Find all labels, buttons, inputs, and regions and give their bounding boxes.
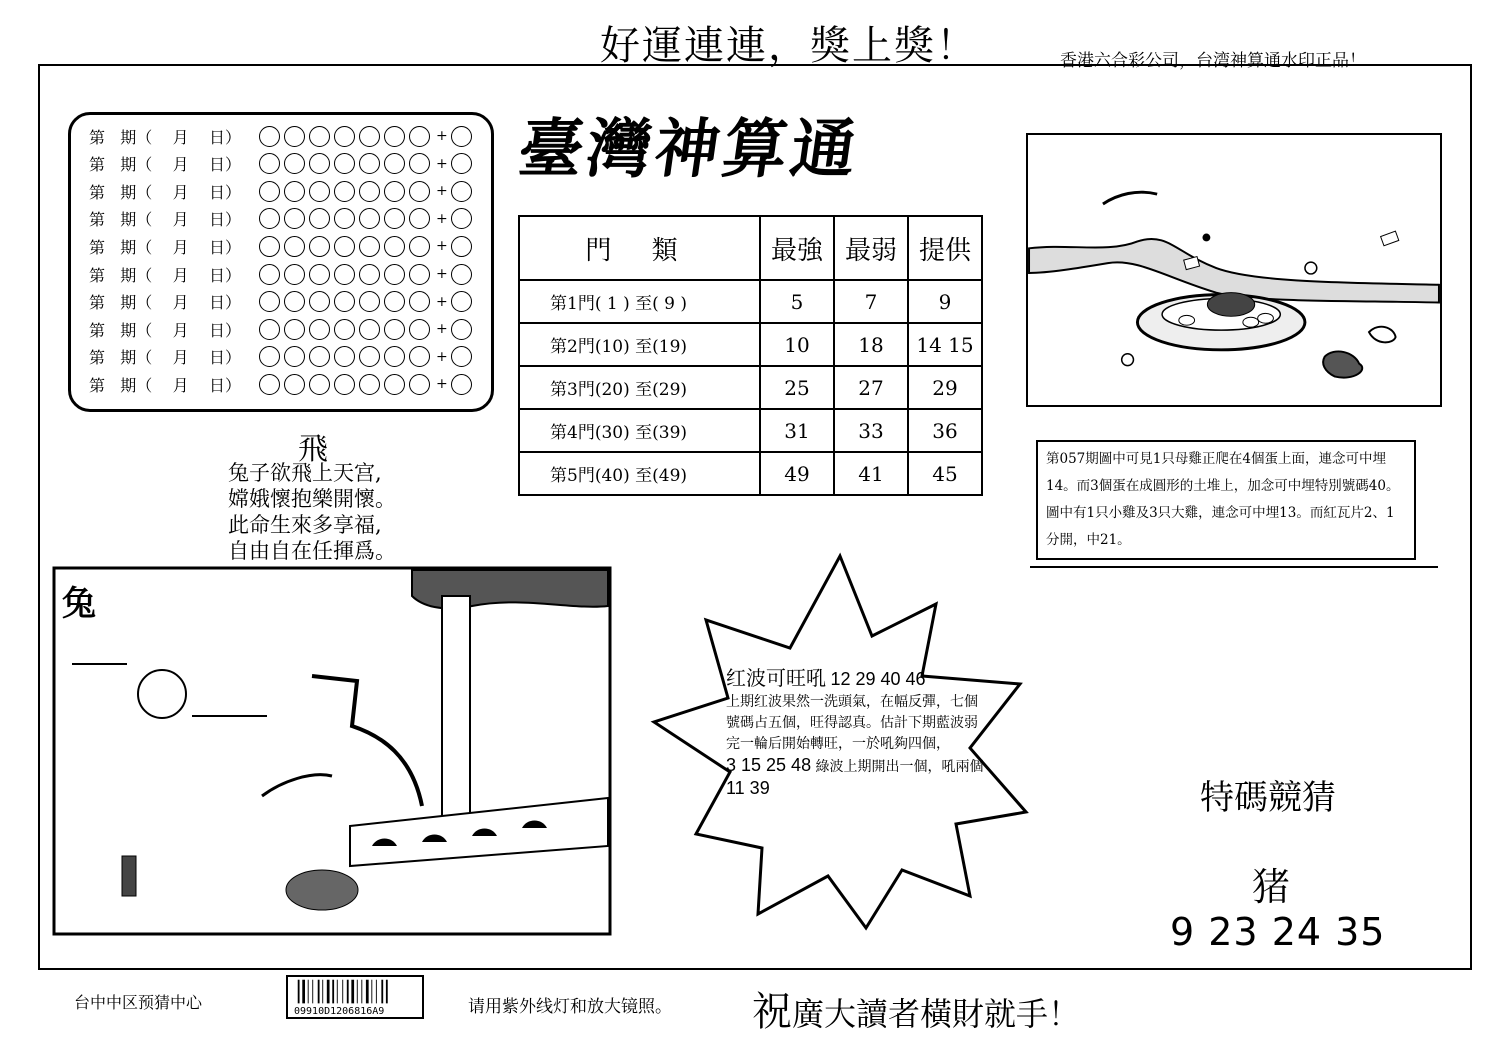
cell-range: 第4門(30) 至(39)	[519, 409, 760, 452]
number-ball	[384, 208, 405, 229]
special-ball	[451, 346, 472, 367]
number-ball	[384, 236, 405, 257]
chick-shape	[1305, 262, 1317, 274]
special-ball	[451, 126, 472, 147]
cell-strongest: 5	[760, 280, 834, 323]
record-row-label: 第 期（ 月 日）	[89, 237, 241, 257]
special-ball	[451, 153, 472, 174]
special-ball	[451, 374, 472, 395]
barcode-bar	[318, 980, 320, 1004]
special-guess-numbers: 9 23 24 35	[1170, 910, 1386, 954]
plus-sign: +	[436, 210, 448, 227]
cell-range: 第3門(20) 至(29)	[519, 366, 760, 409]
puzzle-illustration	[1026, 133, 1442, 407]
number-ball	[259, 319, 280, 340]
barcode-bar	[332, 980, 334, 1004]
barcode-bar	[386, 980, 388, 1004]
number-ball	[284, 181, 305, 202]
record-row	[89, 261, 476, 287]
record-row	[89, 206, 476, 232]
number-ball	[259, 291, 280, 312]
number-ball	[284, 208, 305, 229]
barcode-bar	[381, 980, 383, 1004]
number-ball	[359, 153, 380, 174]
record-row	[89, 123, 476, 149]
table-row	[519, 323, 982, 366]
number-ball	[284, 264, 305, 285]
number-ball	[309, 126, 330, 147]
barcode-bar	[302, 980, 305, 1004]
barcode-bar	[308, 980, 309, 1004]
number-ball	[384, 126, 405, 147]
burst-body: 上期红波果然一洗頭氣，在幅反彈，七個號碼占五個，旺得認真。估計下期藍波弱完一輪后開始轉旺，一於吼夠四個，	[726, 694, 978, 752]
number-ball	[309, 319, 330, 340]
barcode-bar	[347, 980, 349, 1004]
special-guess-animal: 猪	[1252, 865, 1291, 909]
table-row	[519, 280, 982, 323]
burst-green-numbers: 3 15 25 48	[726, 755, 812, 775]
number-ball	[284, 236, 305, 257]
number-ball	[384, 181, 405, 202]
poem-line: 兔子欲飛上天宫,	[228, 461, 382, 485]
number-ball	[334, 291, 355, 312]
number-ball	[409, 236, 430, 257]
cell-range: 第2門(10) 至(19)	[519, 323, 760, 366]
number-ball	[359, 374, 380, 395]
egg-shape	[1179, 315, 1195, 325]
cell-provide: 29	[908, 366, 982, 409]
record-row	[89, 151, 476, 177]
cell-provide: 9	[908, 280, 982, 323]
number-ball	[334, 346, 355, 367]
barcode-bar	[337, 980, 338, 1004]
special-ball	[451, 208, 472, 229]
cell-range: 第5門(40) 至(49)	[519, 452, 760, 495]
number-ball	[384, 264, 405, 285]
barcode-bars	[298, 980, 388, 1004]
number-ball	[259, 153, 280, 174]
number-ball	[384, 374, 405, 395]
number-ball	[334, 181, 355, 202]
poem-line: 嫦娥懷抱樂開懷。	[228, 487, 396, 511]
number-ball	[334, 264, 355, 285]
number-ball	[309, 346, 330, 367]
record-row	[89, 289, 476, 315]
number-ball	[334, 153, 355, 174]
rabbit-illustration	[52, 566, 612, 936]
number-ball	[309, 153, 330, 174]
plus-sign: +	[436, 376, 448, 393]
number-ball	[409, 208, 430, 229]
poem-title: 飛	[298, 432, 328, 467]
slogan: 好運連連，獎上獎！	[600, 23, 978, 69]
plus-sign: +	[436, 238, 448, 255]
number-ball	[284, 126, 305, 147]
special-ball	[451, 319, 472, 340]
door-table	[518, 215, 983, 496]
footer-center: 台中中区预猜中心	[74, 993, 203, 1012]
number-ball	[359, 291, 380, 312]
divider-line	[1030, 566, 1438, 568]
plus-sign: +	[436, 321, 448, 338]
barcode-bar	[351, 980, 354, 1004]
number-ball	[384, 153, 405, 174]
cell-strongest: 10	[760, 323, 834, 366]
number-ball	[309, 181, 330, 202]
number-ball	[334, 126, 355, 147]
number-ball	[284, 346, 305, 367]
cell-weakest: 18	[834, 323, 908, 366]
record-row	[89, 344, 476, 370]
plus-sign: +	[436, 348, 448, 365]
footer-note: 请用紫外线灯和放大镜照。	[468, 997, 672, 1017]
record-row-label: 第 期（ 月 日）	[89, 182, 241, 202]
header-provide: 提供	[908, 216, 982, 280]
special-ball	[451, 264, 472, 285]
number-ball	[309, 264, 330, 285]
barcode-bar	[298, 980, 300, 1004]
barcode-text: 09910D1206816A9	[294, 1006, 385, 1017]
footer-wish-text: 廣大讀者橫財就手！	[792, 995, 1081, 1033]
record-row-label: 第 期（ 月 日）	[89, 265, 241, 285]
table-row	[519, 409, 982, 452]
number-ball	[284, 291, 305, 312]
footer-wish	[752, 980, 1080, 1037]
burst-head-numbers: 12 29 40 46	[830, 669, 926, 689]
number-ball	[309, 291, 330, 312]
number-ball	[359, 181, 380, 202]
number-ball	[409, 153, 430, 174]
number-ball	[259, 236, 280, 257]
scythe-shape	[262, 775, 332, 796]
poem-line: 自由自在任揮爲。	[228, 539, 396, 563]
cell-strongest: 49	[760, 452, 834, 495]
special-ball	[451, 291, 472, 312]
number-ball	[284, 319, 305, 340]
number-ball	[384, 291, 405, 312]
pillar	[442, 596, 470, 846]
record-row-label: 第 期（ 月 日）	[89, 375, 241, 395]
record-row	[89, 233, 476, 259]
pebble-shape	[1202, 234, 1210, 242]
special-ball	[451, 181, 472, 202]
number-ball	[384, 346, 405, 367]
barcode-bar	[376, 980, 377, 1004]
clue-box: 第057期圖中可見1只母雞正爬在4個蛋上面，連念可中埋14。而3個蛋在成圓形的土堆上，加念可中埋特別號碼40。圖中有1只小雞及3只大雞，連念可中埋13。而紅瓦片2、1分開，中21。	[1036, 440, 1416, 560]
cell-weakest: 27	[834, 366, 908, 409]
number-ball	[259, 346, 280, 367]
tile-piece	[1381, 231, 1399, 246]
cell-provide: 14 15	[908, 323, 982, 366]
number-ball	[384, 319, 405, 340]
special-guess-title: 特碼競猜	[1200, 778, 1336, 818]
stake-shape	[122, 856, 136, 896]
cell-provide: 36	[908, 409, 982, 452]
plus-sign: +	[436, 128, 448, 144]
table-header-row	[519, 216, 982, 280]
number-ball	[284, 153, 305, 174]
record-row	[89, 371, 476, 397]
egg-shape	[1258, 313, 1274, 323]
number-ball	[409, 291, 430, 312]
header-category: 門 類	[519, 216, 760, 280]
poem	[228, 460, 396, 564]
burst-head: 红波可旺吼	[726, 666, 826, 690]
number-ball	[359, 319, 380, 340]
footer-wish-big: 祝	[752, 989, 792, 1035]
number-ball	[334, 319, 355, 340]
special-ball	[451, 236, 472, 257]
number-ball	[259, 208, 280, 229]
number-ball	[309, 208, 330, 229]
table-row	[519, 452, 982, 495]
cell-range: 第1門( 1 ) 至( 9 )	[519, 280, 760, 323]
number-ball	[259, 181, 280, 202]
record-row-label: 第 期（ 月 日）	[89, 127, 241, 147]
rabbit-label: 兔	[62, 584, 96, 624]
burst-green-text: 綠波上期開出一個，吼兩個	[815, 759, 984, 775]
number-ball	[409, 346, 430, 367]
record-row-label: 第 期（ 月 日）	[89, 210, 241, 230]
cell-strongest: 31	[760, 409, 834, 452]
record-row-label: 第 期（ 月 日）	[89, 348, 241, 368]
burst-tail-numbers: 11 39	[726, 778, 770, 798]
number-ball	[309, 374, 330, 395]
record-row-label: 第 期（ 月 日）	[89, 155, 241, 175]
record-row-label: 第 期（ 月 日）	[89, 320, 241, 340]
cell-weakest: 41	[834, 452, 908, 495]
number-ball	[284, 374, 305, 395]
moon-shape	[138, 670, 186, 718]
plus-sign: +	[436, 266, 448, 282]
barcode-bar	[342, 980, 343, 1004]
barcode-bar	[361, 980, 362, 1004]
rooster-shape	[1323, 351, 1362, 377]
number-ball	[259, 264, 280, 285]
number-ball	[359, 208, 380, 229]
cell-provide: 45	[908, 452, 982, 495]
number-ball	[334, 208, 355, 229]
poem-line: 此命生來多享福,	[228, 513, 382, 537]
number-ball	[409, 181, 430, 202]
tree-trunk	[312, 676, 422, 806]
number-ball	[409, 264, 430, 285]
number-ball	[359, 126, 380, 147]
chicken-shape	[1369, 327, 1396, 343]
header-strongest: 最強	[760, 216, 834, 280]
number-ball	[259, 374, 280, 395]
barcode-bar	[366, 980, 369, 1004]
barcode-bar	[371, 980, 372, 1004]
cell-strongest: 25	[760, 366, 834, 409]
number-ball	[259, 126, 280, 147]
watermark-note: 香港六合彩公司，台湾神算通水印正品！	[1060, 51, 1366, 71]
record-row	[89, 316, 476, 342]
cell-weakest: 33	[834, 409, 908, 452]
number-ball	[334, 374, 355, 395]
hen-shape	[1207, 293, 1254, 317]
egg-shape	[1243, 317, 1259, 327]
number-ball	[359, 236, 380, 257]
record-row	[89, 178, 476, 204]
number-ball	[334, 236, 355, 257]
barcode-bar	[327, 980, 330, 1004]
number-ball	[409, 374, 430, 395]
barcode-bar	[312, 980, 313, 1004]
sun-doodle	[1122, 354, 1134, 366]
number-ball	[409, 126, 430, 147]
number-ball	[409, 319, 430, 340]
barcode-bar	[322, 980, 323, 1004]
cell-weakest: 7	[834, 280, 908, 323]
plus-sign: +	[436, 293, 448, 310]
plus-sign: +	[436, 155, 448, 172]
number-ball	[359, 264, 380, 285]
record-panel	[68, 112, 494, 412]
table-row	[519, 366, 982, 409]
number-ball	[359, 346, 380, 367]
rock-shape	[286, 870, 358, 910]
record-row-label: 第 期（ 月 日）	[89, 293, 241, 313]
page-title: 臺灣神算通	[513, 112, 865, 187]
number-ball	[309, 236, 330, 257]
burst-text	[726, 668, 988, 801]
header-weakest: 最弱	[834, 216, 908, 280]
plus-sign: +	[436, 183, 448, 200]
barcode-bar	[357, 980, 358, 1004]
branch-shape	[1103, 192, 1157, 204]
